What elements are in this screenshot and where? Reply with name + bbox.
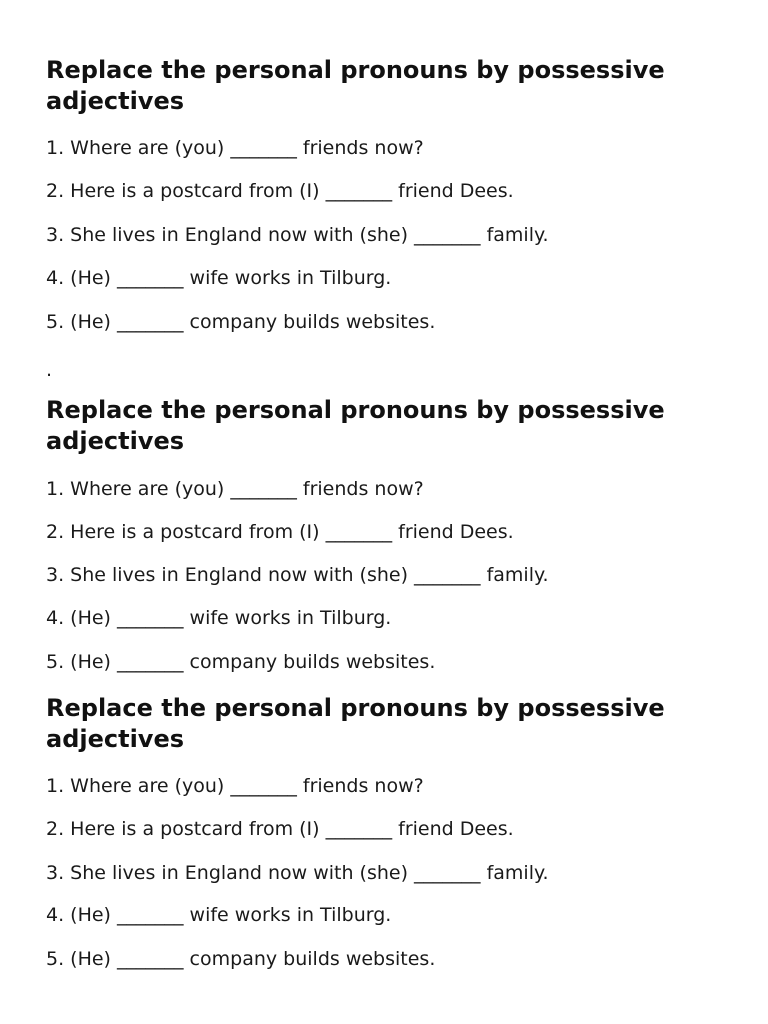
separator-dot: .: [46, 359, 53, 381]
exercise-item: 4. (He) _______ wife works in Tilburg.: [46, 607, 392, 629]
exercise-item: 2. Here is a postcard from (I) _______ friend Dees.: [46, 521, 514, 543]
exercise-item: 5. (He) _______ company builds websites.: [46, 311, 436, 333]
exercise-section-3: [46, 693, 726, 970]
exercise-heading: Replace the personal pronouns by possessive adjectives: [46, 56, 665, 115]
exercise-item: 3. She lives in England now with (she) _______ family.: [46, 224, 549, 246]
exercise-heading: Replace the personal pronouns by possessive adjectives: [46, 396, 665, 455]
exercise-section-2: [46, 395, 726, 673]
exercise-item: 1. Where are (you) _______ friends now?: [46, 775, 424, 797]
exercise-item: 2. Here is a postcard from (I) _______ friend Dees.: [46, 180, 514, 202]
exercise-item: 5. (He) _______ company builds websites.: [46, 651, 436, 673]
exercise-section-1: [46, 55, 726, 333]
exercise-heading: Replace the personal pronouns by possessive adjectives: [46, 694, 665, 753]
exercise-item: 2. Here is a postcard from (I) _______ friend Dees.: [46, 818, 514, 840]
exercise-item: 3. She lives in England now with (she) _______ family.: [46, 862, 549, 884]
exercise-item: 4. (He) _______ wife works in Tilburg.: [46, 904, 392, 926]
exercise-item: 3. She lives in England now with (she) _______ family.: [46, 564, 549, 586]
exercise-item: 5. (He) _______ company builds websites.: [46, 948, 436, 970]
exercise-item: 4. (He) _______ wife works in Tilburg.: [46, 267, 392, 289]
exercise-item: 1. Where are (you) _______ friends now?: [46, 137, 424, 159]
exercise-item: 1. Where are (you) _______ friends now?: [46, 478, 424, 500]
